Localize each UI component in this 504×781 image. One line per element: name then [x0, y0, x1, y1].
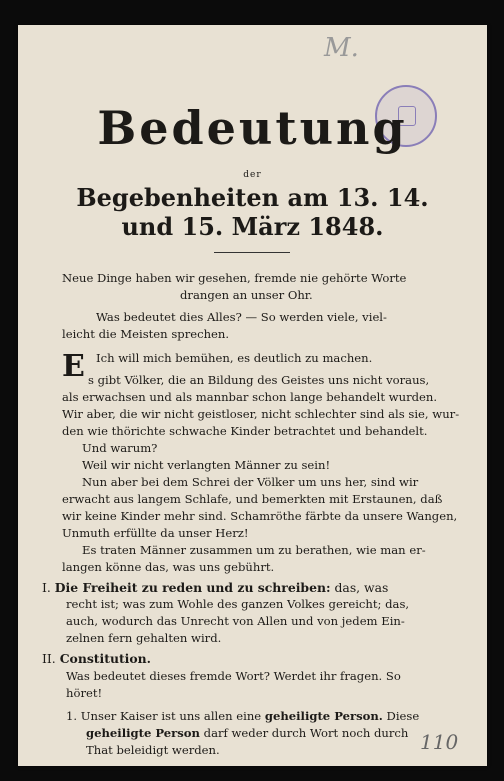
body-line-12: langen könne das, was uns gebührt. [62, 560, 275, 574]
body-line-8: erwacht aus langem Schlafe, und bemerkten mit Erstaunen, daß [62, 492, 443, 506]
section-2-heading: Constitution. [59, 651, 151, 666]
handwritten-page-number: 110 [420, 730, 459, 754]
body-line-4: den wie thörichte schwache Kinder betrachtet und behandelt. [62, 424, 428, 438]
question-line-1: Was bedeutet dies Alles? — So werden viele, viel- [96, 310, 387, 324]
intro-line-1: Neue Dinge haben wir gesehen, fremde nie gehörte Worte [62, 271, 407, 285]
body-line-10: Unmuth erfüllte da unser Herz! [62, 526, 249, 540]
point-1-line-3: That beleidigt werden. [86, 743, 220, 757]
document-page [18, 25, 487, 766]
body-line-2: als erwachsen und als mannbar schon lange behandelt wurden. [62, 390, 438, 404]
point-1-line-1: 1. Unser Kaiser ist uns allen eine geheiligte Person. Diese [66, 709, 420, 723]
title-divider [214, 252, 290, 253]
body-line-6: Weil wir nicht verlangten Männer zu sein! [82, 458, 331, 472]
body-line-11: Es traten Männer zusammen um zu berathen, wie man er- [82, 543, 426, 557]
section-2-line-2: Was bedeutet dieses fremde Wort? Werdet ihr fragen. So [66, 669, 401, 683]
point-1-line-2: geheiligte Person darf weder durch Wort noch durch [86, 726, 409, 740]
body-line-7: Nun aber bei dem Schrei der Völker um uns her, sind wir [82, 475, 419, 489]
section-1-line-2: recht ist; was zum Wohle des ganzen Volkes gereicht; das, [66, 597, 410, 611]
subtitle-line-1: Begebenheiten am 13. 14. [76, 183, 429, 212]
subtitle-line-2: und 15. März 1848. [121, 212, 384, 241]
body-line-9: wir keine Kinder mehr sind. Schamröthe färbte da unsere Wangen, [62, 509, 458, 523]
question-line-2: leicht die Meisten sprechen. [62, 327, 230, 341]
drop-cap: E [62, 349, 85, 384]
body-line-1: s gibt Völker, die an Bildung des Geistes uns nicht voraus, [88, 373, 430, 387]
section-1-line-4: zelnen fern gehalten wird. [66, 631, 222, 645]
section-2-line-3: höret! [66, 686, 103, 700]
document-title: Bedeutung [97, 101, 408, 155]
promise-line: Ich will mich bemühen, es deutlich zu machen. [96, 351, 373, 365]
body-line-3: Wir aber, die wir nicht geistloser, nicht schlechter sind als sie, wur- [62, 407, 460, 421]
intro-line-2: drangen an unser Ohr. [180, 288, 313, 302]
title-connector: der [243, 170, 262, 180]
handwritten-signature: M. [324, 33, 359, 63]
section-2-line-1: II. Constitution. [42, 651, 151, 666]
section-1-line-3: auch, wodurch das Unrecht von Allen und von jedem Ein- [66, 614, 405, 628]
section-1-line-1: I. Die Freiheit zu reden und zu schreiben: das, was [42, 580, 389, 595]
body-line-5: Und warum? [82, 441, 158, 455]
section-1-heading: Die Freiheit zu reden und zu schreiben: [54, 580, 331, 595]
